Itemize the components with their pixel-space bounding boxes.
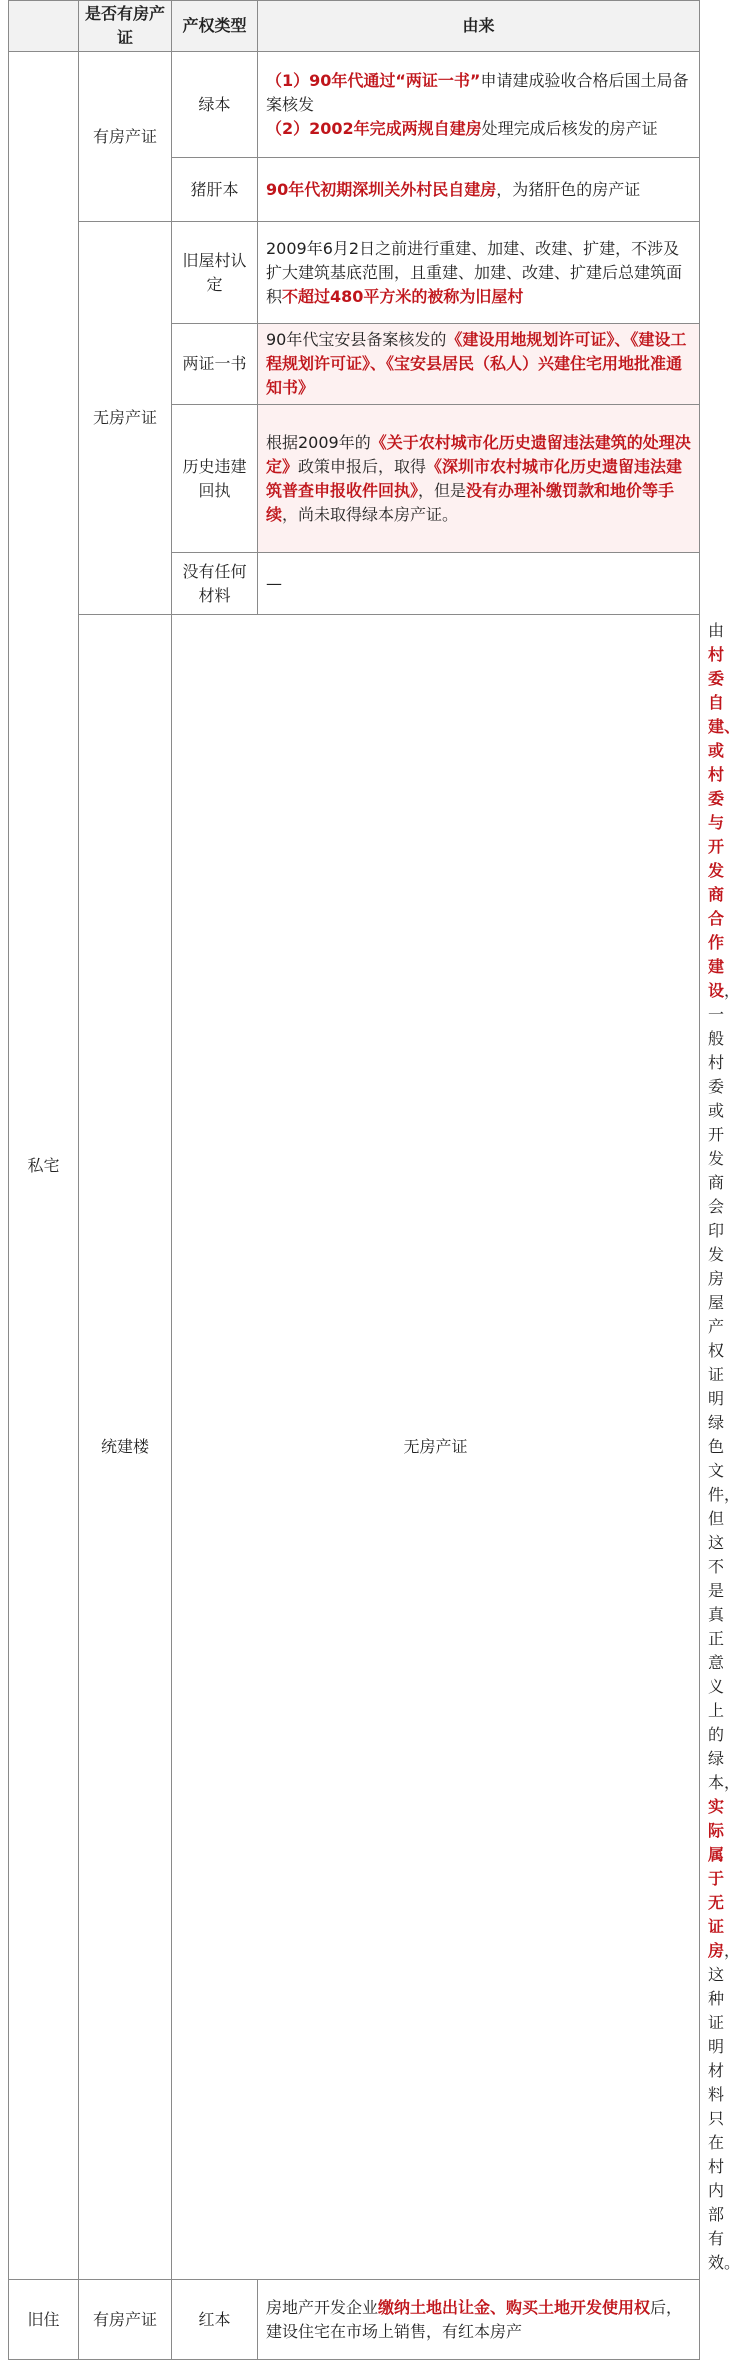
header-property-type: 产权类型 <box>172 1 258 52</box>
property-type-table <box>8 0 740 2360</box>
has-certificate-cell: 有房产证 <box>79 52 172 222</box>
unified-building-no-certificate: 无房产证 <box>172 615 700 2280</box>
type-red-book: 红本 <box>172 2280 258 2360</box>
type-no-material: 没有任何材料 <box>172 553 258 615</box>
type-old-village: 旧屋村认定 <box>172 222 258 324</box>
header-has-certificate: 是否有房产证 <box>79 1 172 52</box>
header-origin: 由来 <box>258 1 700 52</box>
type-two-certs-one-book: 两证一书 <box>172 324 258 405</box>
table-row: 统建楼 无房产证 由村委自建、或村委与开发商合作建设，一般村委或开发商会印发房屋产权证明绿色文件，但这不是真正意义上的绿本，实际属于无证房，这种证明材料只在村内部有效。 <box>9 615 700 2280</box>
type-green-book: 绿本 <box>172 52 258 158</box>
origin-liver-book: 90年代初期深圳关外村民自建房，为猪肝色的房产证 <box>258 158 700 222</box>
category-unified-building: 统建楼 <box>79 615 172 2280</box>
origin-no-material: — <box>258 553 700 615</box>
origin-green-book: （1）90年代通过“两证一书”申请建成验收合格后国土局备案核发 （2）2002年完成两规自建房处理完成后核发的房产证 <box>258 52 700 158</box>
table-row <box>9 52 700 158</box>
table-row <box>9 222 700 324</box>
origin-two-certs-one-book: 90年代宝安县备案核发的《建设用地规划许可证》、《建设工程规划许可证》、《宝安县居民（私人）兴建住宅用地批准通知书》 <box>258 324 700 405</box>
old-residence-has-certificate: 有房产证 <box>79 2280 172 2360</box>
origin-old-village: 2009年6月2日之前进行重建、加建、改建、扩建，不涉及扩大建筑基底范围，且重建、加建、改建、扩建后总建筑面积不超过480平方米的被称为旧屋村 <box>258 222 700 324</box>
header-row <box>9 1 700 52</box>
type-historical-receipt: 历史违建回执 <box>172 405 258 553</box>
origin-historical-receipt: 根据2009年的《关于农村城市化历史遗留违法建筑的处理决定》政策申报后，取得《深圳市农村城市化历史遗留违法建筑普查申报收件回执》，但是没有办理补缴罚款和地价等手续，尚未取得绿本房产证。 <box>258 405 700 553</box>
type-liver-book: 猪肝本 <box>172 158 258 222</box>
table-row <box>9 2280 700 2360</box>
header-category <box>9 1 79 52</box>
no-certificate-cell: 无房产证 <box>79 222 172 615</box>
origin-red-book: 房地产开发企业缴纳土地出让金、购买土地开发使用权后，建设住宅在市场上销售，有红本房产 <box>258 2280 700 2360</box>
category-private-house: 私宅 <box>9 52 79 2280</box>
category-old-residence: 旧住 <box>9 2280 79 2360</box>
